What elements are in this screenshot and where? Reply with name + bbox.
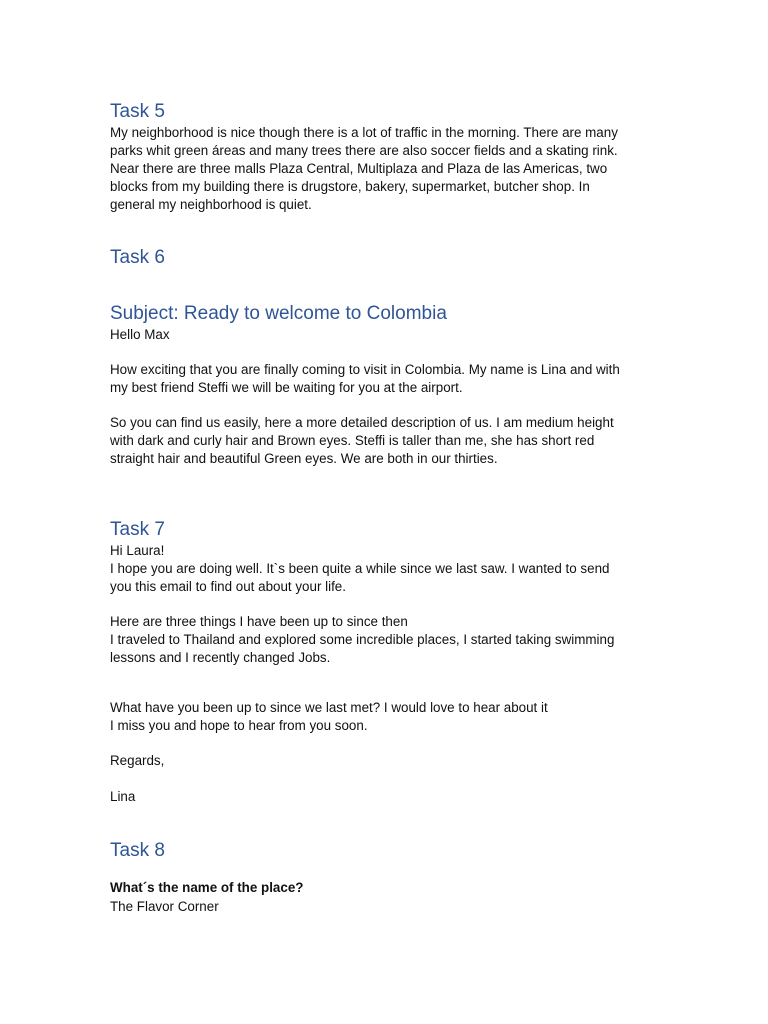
task7-para2-line: Here are three things I have been up to since then xyxy=(110,614,408,629)
task8-heading: Task 8 xyxy=(110,840,165,861)
task7-para1-line: Hi Laura! xyxy=(110,543,165,558)
email-closing: Regards, xyxy=(110,753,165,768)
email-subject: Subject: Ready to welcome to Colombia xyxy=(110,303,447,324)
task7-para2-line: lessons and I recently changed Jobs. xyxy=(110,650,331,665)
task5-line: blocks from my building there is drugstore, bakery, supermarket, butcher shop. In xyxy=(110,179,590,194)
email-signature: Lina xyxy=(110,789,136,804)
email-greeting: Hello Max xyxy=(110,327,170,342)
task6-para1-line: How exciting that you are finally coming to visit in Colombia. My name is Lina and with xyxy=(110,362,620,377)
task6-heading: Task 6 xyxy=(110,247,165,268)
task7-para3-line: What have you been up to since we last met? I would love to hear about it xyxy=(110,700,548,715)
task5-line: My neighborhood is nice though there is a lot of traffic in the morning. There are many xyxy=(110,125,618,140)
task7-para3-line: I miss you and hope to hear from you soon. xyxy=(110,718,368,733)
task8-answer: The Flavor Corner xyxy=(110,899,219,914)
task8-question: What´s the name of the place? xyxy=(110,880,304,895)
task6-para2-line: with dark and curly hair and Brown eyes. Steffi is taller than me, she has short red xyxy=(110,433,595,448)
task7-para1-line: I hope you are doing well. It`s been quite a while since we last saw. I wanted to send xyxy=(110,561,610,576)
task7-para1-line: you this email to find out about your life. xyxy=(110,579,346,594)
task6-para2-line: straight hair and beautiful Green eyes. We are both in our thirties. xyxy=(110,451,498,466)
task5-line: general my neighborhood is quiet. xyxy=(110,197,312,212)
task7-heading: Task 7 xyxy=(110,519,165,540)
task6-para2-line: So you can find us easily, here a more detailed description of us. I am medium height xyxy=(110,415,614,430)
task7-para2-line: I traveled to Thailand and explored some incredible places, I started taking swimming xyxy=(110,632,615,647)
task5-line: Near there are three malls Plaza Central, Multiplaza and Plaza de las Americas, two xyxy=(110,161,608,176)
task5-line: parks whit green áreas and many trees there are also soccer fields and a skating rink. xyxy=(110,143,618,158)
task5-heading: Task 5 xyxy=(110,101,165,122)
task6-para1-line: my best friend Steffi we will be waiting for you at the airport. xyxy=(110,380,463,395)
